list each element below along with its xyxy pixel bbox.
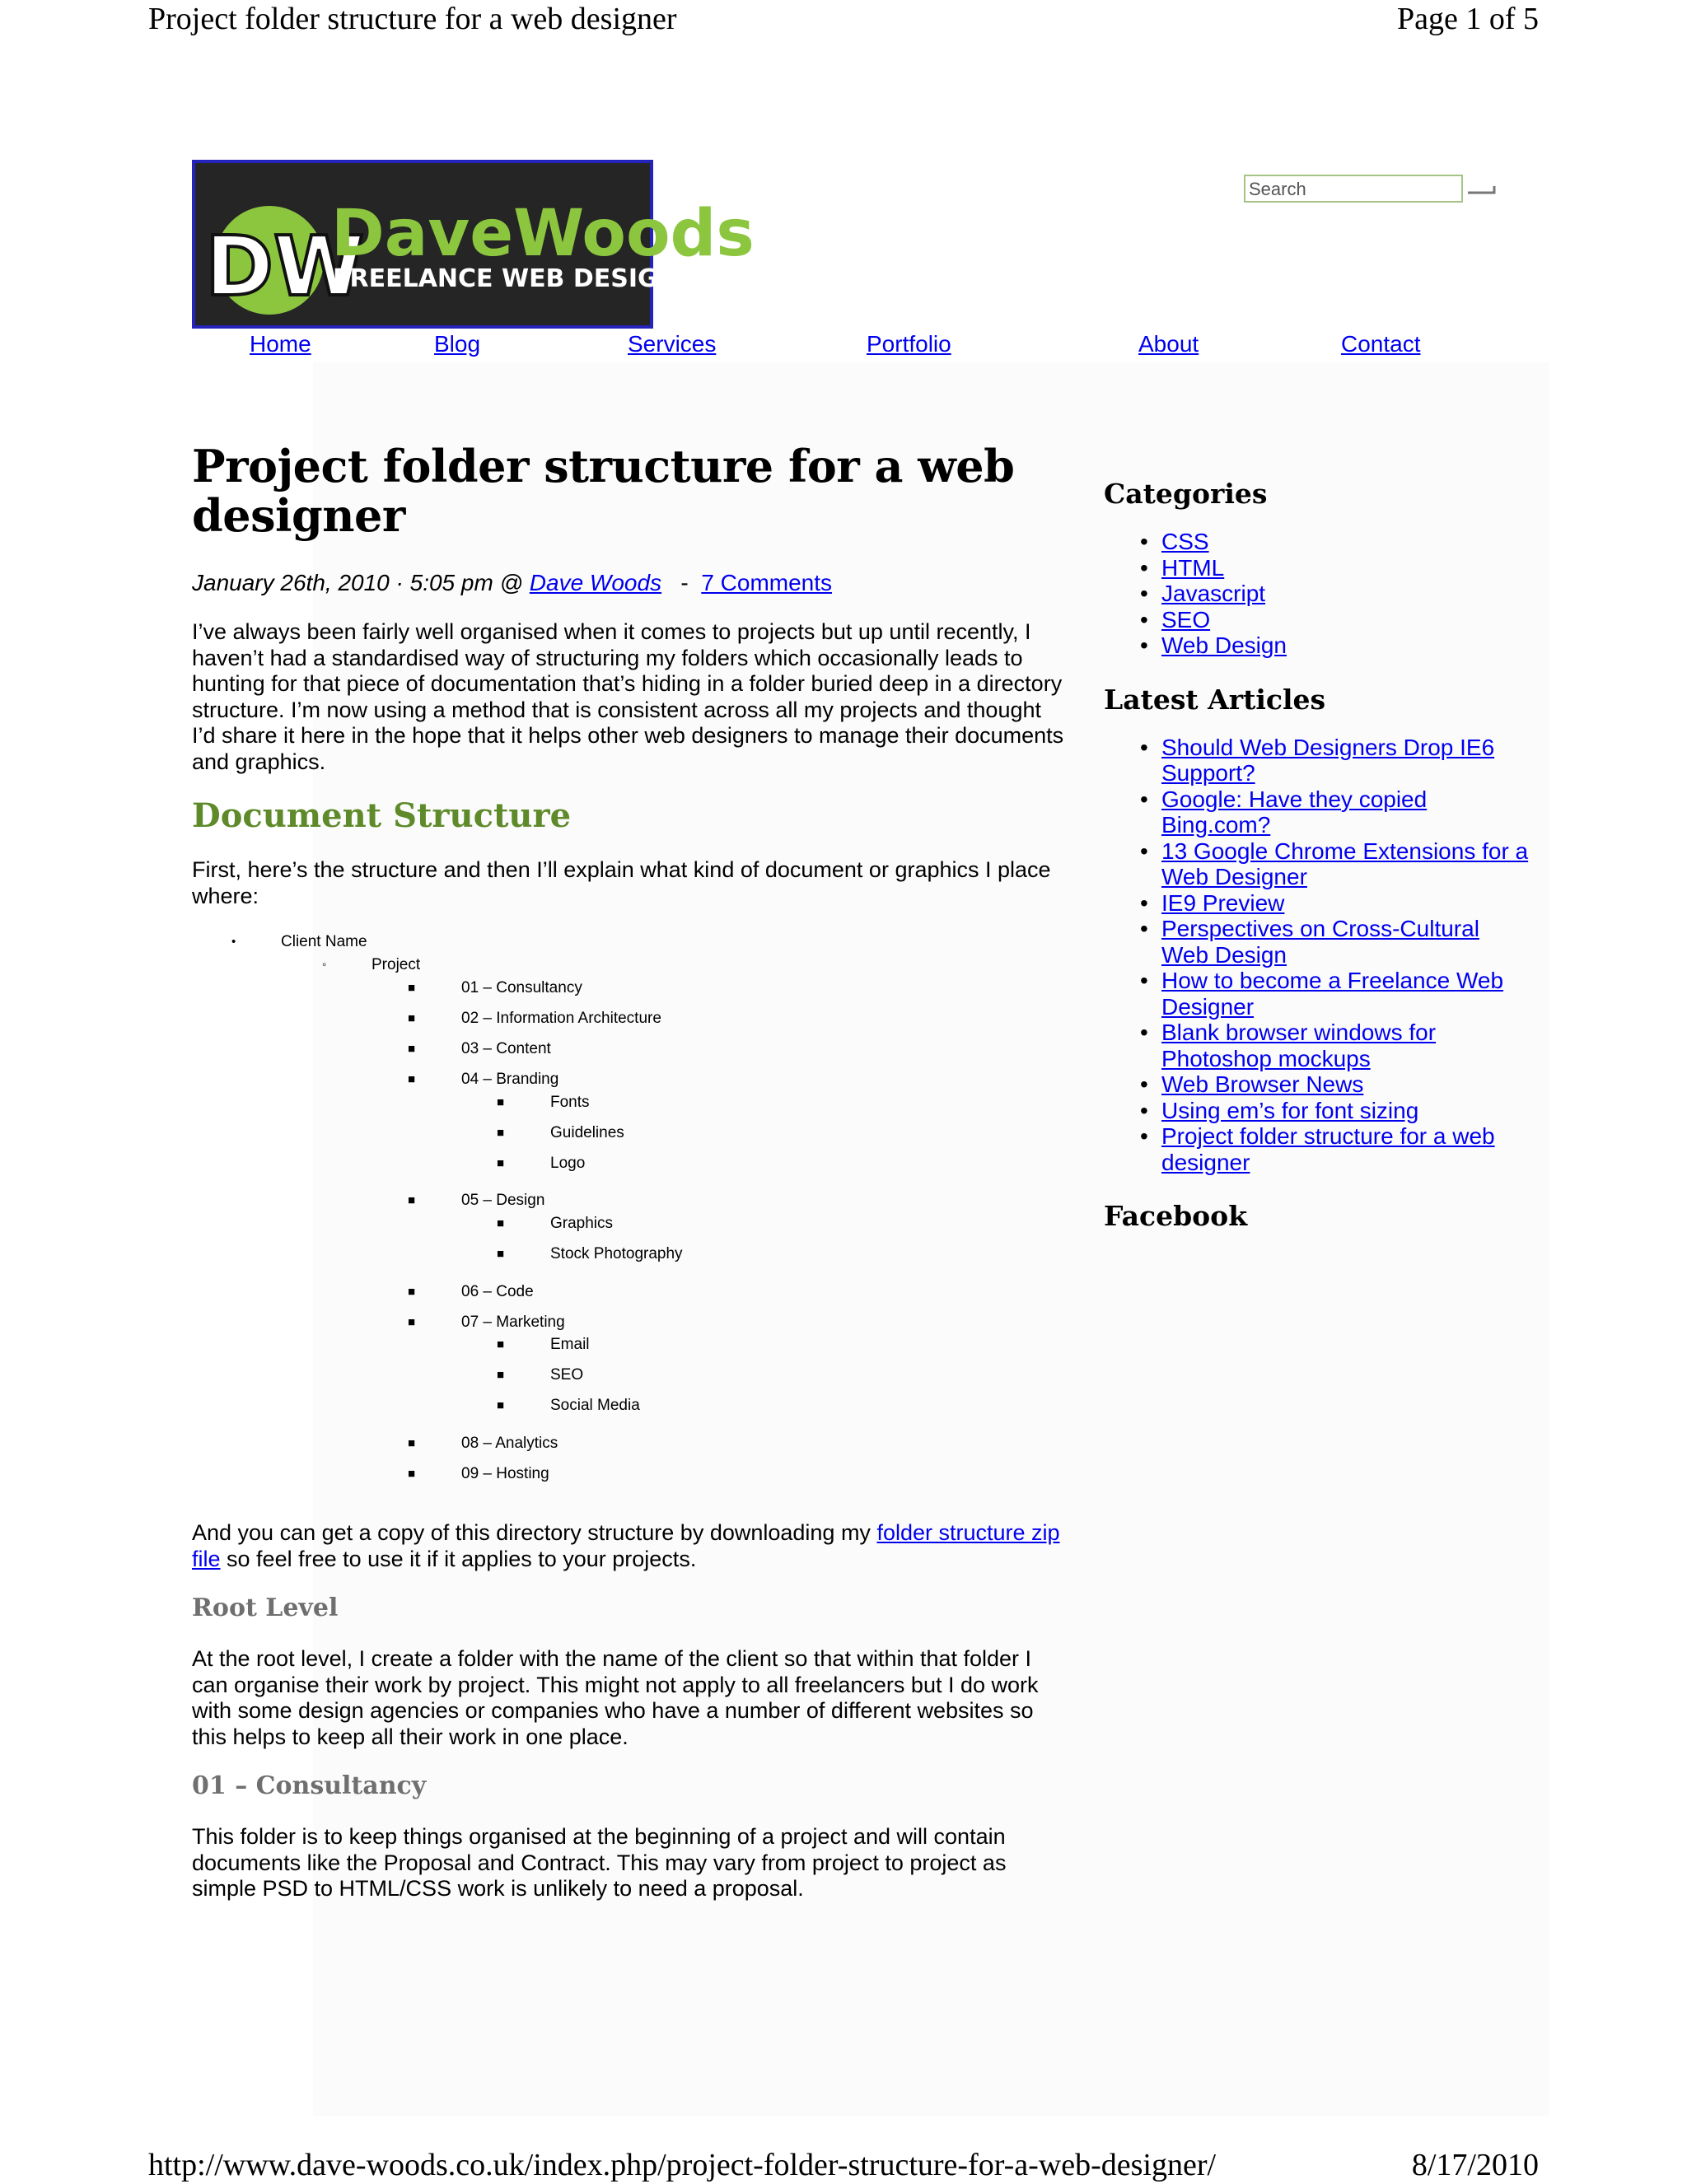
download-paragraph [192,1520,1065,1572]
tree-subfolder: Social Media [550,1397,640,1414]
tree-folder: 02 – Information Architecture [461,1010,661,1027]
latest-article-item [1104,786,1532,838]
folder-zip-link[interactable]: folder structure zip file [192,1520,1060,1571]
sidebar [1104,478,1532,1258]
author-link[interactable]: Dave Woods [529,570,662,595]
consultancy-heading: 01 – Consultancy [192,1771,427,1800]
section-heading: Document Structure [192,796,572,835]
category-item-link[interactable]: SEO [1161,606,1211,632]
tree-subfolder: Email [550,1336,590,1353]
bullet-icon: • [1140,1097,1148,1123]
root-level-paragraph: At the root level, I create a folder with the name of the client so that within that folder I can organise their work by project. This might not apply to all freelancers but I do work with some design agencies or companies who have a number of different websites so this helps to keep all their work in one place. [192,1646,1039,1749]
root-level-heading: Root Level [192,1594,339,1622]
tree-subfolder: Graphics [550,1215,614,1232]
print-header-title: Project folder structure for a web designer [148,2,677,36]
bullet-icon: • [1140,734,1148,760]
tree-bullet: ■ [408,1285,416,1299]
print-footer-url: http://www.dave-woods.co.uk/index.php/project-folder-structure-for-a-web-designer/ [148,2148,1217,2182]
nav-about[interactable]: About [1138,331,1199,357]
tree-folder: 05 – Design [461,1192,545,1209]
nav-home[interactable]: Home [250,331,311,357]
nav-blog[interactable]: Blog [434,331,481,357]
tree-client: Client Name [281,933,367,950]
latest-article-item [1104,735,1532,786]
bullet-icon: • [1140,554,1148,581]
latest-article-item [1104,916,1532,968]
download-text-before: And you can get a copy of this directory structure by downloading my [192,1520,871,1545]
category-item [1104,632,1532,659]
latest-article-item-link[interactable]: IE9 Preview [1161,889,1285,916]
latest-article-item-link[interactable]: 13 Google Chrome Extensions for a Web Designer [1161,838,1529,889]
tree-folder: 09 – Hosting [461,1465,549,1482]
latest-articles-widget [1104,684,1532,1176]
latest-articles-list [1104,735,1532,1176]
tree-folder: 01 – Consultancy [461,979,582,996]
article [192,441,1065,1902]
category-item [1104,555,1532,581]
bullet-icon: • [1140,1071,1148,1097]
bullet-icon: • [1140,968,1148,993]
bullet-icon: • [1140,786,1148,812]
tree-bullet: ◦ [322,958,327,972]
categories-list [1104,529,1532,659]
comments-link[interactable]: 7 Comments [701,570,833,595]
categories-title: Categories [1104,478,1268,510]
tree-subfolder: Stock Photography [550,1245,683,1262]
latest-articles-title: Latest Articles [1104,683,1326,716]
logo-name: DaveWoods [331,197,755,271]
folder-tree [192,931,1065,1499]
bullet-icon: • [1140,838,1148,864]
facebook-title: Facebook [1104,1200,1248,1232]
structure-intro: First, here’s the structure and then I’ll explain what kind of document or graphics I place where: [192,857,1051,908]
bullet-icon: • [1140,632,1148,658]
logo-tagline: FREELANCE WEB DESIGN [333,264,679,293]
tree-bullet: ■ [497,1337,505,1351]
post-date: January 26th, 2010 · 5:05 pm @ [192,570,523,595]
bullet-icon: • [1140,1020,1148,1045]
search-submit-icon[interactable] [1466,183,1496,196]
tree-bullet: ■ [408,1072,416,1086]
latest-article-item [1104,838,1532,890]
tree-folder: 08 – Analytics [461,1435,558,1452]
tree-bullet: ■ [497,1247,505,1261]
logo-initials: DW [205,218,365,315]
intro-paragraph: I’ve always been fairly well organised when it comes to projects but up until recently, I haven’t had a standardised way of structuring my folders which occasionally leads to hunting for that piece of documentation that’s hiding in a folder buried deep in a directory structure. I’m now using a method that is consistent across all my projects and thought I’d share it here in the hope that it helps other web designers to manage their documents and graphics. [192,619,1064,774]
tree-bullet: ■ [408,1467,416,1481]
nav-portfolio[interactable]: Portfolio [867,331,951,357]
tree-bullet: ■ [497,1156,505,1170]
category-item-link[interactable]: HTML [1161,554,1225,581]
tree-folder: 03 – Content [461,1040,551,1057]
tree-bullet: ■ [497,1398,505,1412]
tree-bullet: ■ [408,1193,416,1207]
bullet-icon: • [1140,1123,1148,1149]
latest-article-item [1104,968,1532,1020]
tree-bullet: ■ [408,1042,416,1056]
category-item-link[interactable]: CSS [1161,529,1209,554]
tree-folder: 07 – Marketing [461,1314,565,1331]
tree-subfolder: SEO [550,1366,584,1384]
facebook-widget [1104,1200,1532,1233]
latest-article-item-link[interactable]: Project folder structure for a web designer [1161,1123,1495,1175]
bullet-icon: • [1140,916,1148,941]
tree-subfolder: Fonts [550,1094,590,1111]
tree-folder: 06 – Code [461,1283,534,1300]
tree-subfolder: Guidelines [550,1124,624,1141]
bullet-icon: • [1140,606,1148,632]
latest-article-item-link[interactable]: How to become a Freelance Web Designer [1161,968,1504,1020]
nav-services[interactable]: Services [628,331,717,357]
print-footer-date: 8/17/2010 [1411,2148,1539,2182]
tree-bullet: ■ [408,981,416,995]
nav-contact[interactable]: Contact [1341,331,1421,357]
latest-article-item-link[interactable]: Perspectives on Cross-Cultural Web Design [1161,916,1479,968]
tree-bullet: ■ [497,1126,505,1140]
latest-article-item-link[interactable]: Using em’s for font sizing [1161,1097,1419,1123]
category-item-link[interactable]: Javascript [1161,581,1266,606]
latest-article-item [1104,1123,1532,1175]
consultancy-paragraph: This folder is to keep things organised at the beginning of a project and will contain documents like the Proposal and Contract. This may vary from project to project as simple PSD to HTML/CSS work is unlikely to need a proposal. [192,1824,1007,1901]
categories-widget [1104,478,1532,659]
category-item-link[interactable]: Web Design [1161,632,1287,658]
meta-separator: - [680,570,689,595]
latest-article-item-link[interactable]: Web Browser News [1161,1071,1364,1097]
print-page-number: Page 1 of 5 [1396,2,1539,36]
bullet-icon: • [1140,529,1148,554]
latest-article-item-link[interactable]: Should Web Designers Drop IE6 Support? [1161,734,1495,786]
latest-article-item-link[interactable]: Google: Have they copied Bing.com? [1161,786,1428,838]
category-item [1104,607,1532,633]
latest-article-item [1104,1098,1532,1124]
search-input[interactable]: Search [1244,175,1463,203]
download-text-after: so feel free to use it if it applies to your projects. [227,1546,697,1571]
site-logo[interactable] [192,160,755,329]
latest-article-item-link[interactable]: Blank browser windows for Photoshop mockups [1161,1020,1437,1071]
category-item [1104,581,1532,607]
tree-folder: 04 – Branding [461,1071,559,1088]
tree-bullet: ■ [497,1368,505,1382]
latest-article-item [1104,1020,1532,1071]
latest-article-item [1104,1071,1532,1098]
post-meta [192,568,1065,598]
tree-project: Project [372,956,421,973]
tree-bullet: ■ [497,1216,505,1230]
tree-bullet: ■ [408,1011,416,1025]
latest-article-item [1104,890,1532,917]
page-title: Project folder structure for a web designer [192,440,1015,542]
category-item [1104,529,1532,555]
tree-bullet: • [231,935,236,949]
tree-bullet: ■ [408,1315,416,1329]
tree-bullet: ■ [497,1095,505,1109]
tree-bullet: ■ [408,1436,416,1450]
bullet-icon: • [1140,581,1148,606]
tree-subfolder: Logo [550,1155,586,1172]
bullet-icon: • [1140,889,1148,916]
